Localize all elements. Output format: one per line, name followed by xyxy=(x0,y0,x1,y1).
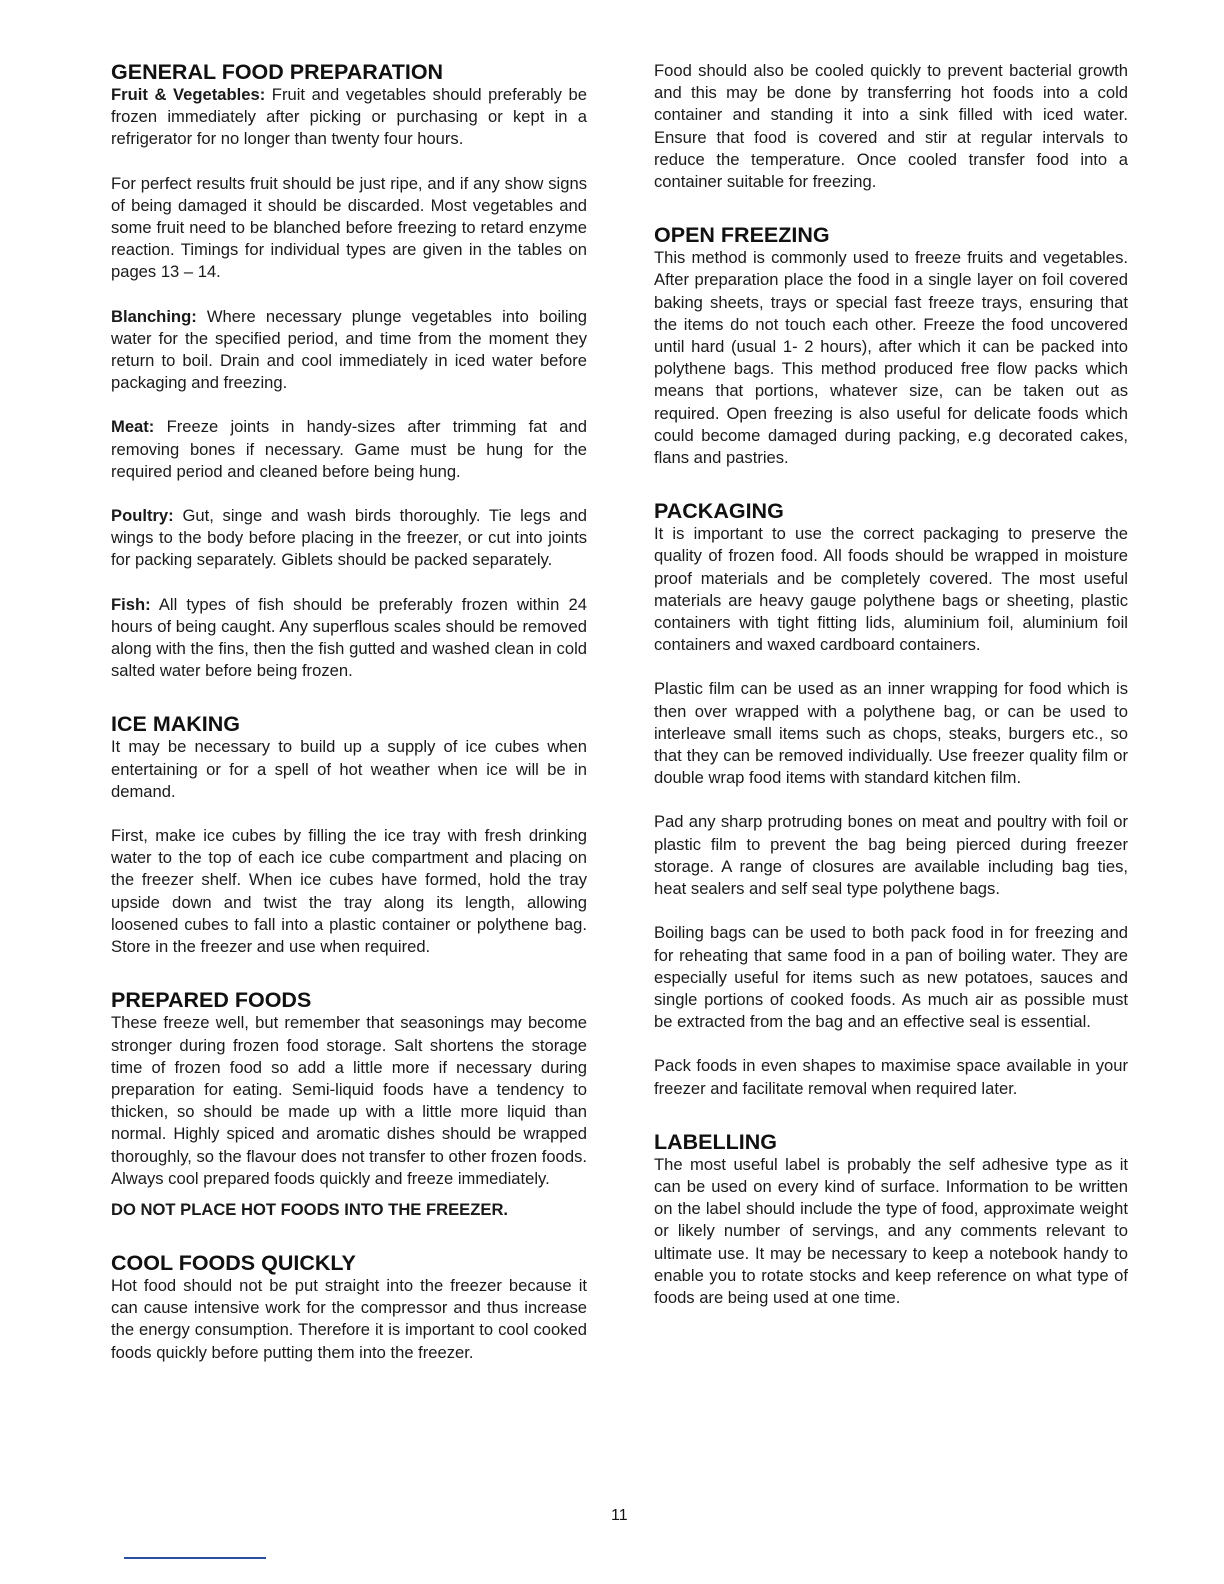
heading-packaging: PACKAGING xyxy=(654,499,784,524)
left-column xyxy=(111,60,587,1364)
right-column xyxy=(654,60,1128,1309)
heading-general-food-preparation: GENERAL FOOD PREPARATION xyxy=(111,60,444,84)
heading-labelling: LABELLING xyxy=(654,1129,778,1154)
paragraph-open-freezing: This method is commonly used to freeze fruits and vegetables. After preparation place the food in a single layer on foil covered baking sheets, trays or special fast freeze trays, ensuring that the items do not touch each other. Freeze the food uncovered until hard (usual 1- 2 hours), after which it can be packed into polythene bags. This method produced free flow packs which means that portions, whatever size, can be taken out as required. Open freezing is also useful for delicate foods which could become damaged during packing, e.g decorated cakes, flans and pastries. xyxy=(654,248,1128,468)
heading-cool-foods-quickly: COOL FOODS QUICKLY xyxy=(111,1250,356,1275)
text-meat: Freeze joints in handy-sizes after trimming fat and removing bones if necessary. Game must be hung for the required period and cleaned before being hung. xyxy=(111,417,587,481)
paragraph-labelling: The most useful label is probably the self adhesive type as it can be used on every kind of surface. Information to be written on the label should include the type of food, approximate weight or likely number of servings, and any comments relevant to ultimate use. It may be necessary to keep a notebook handy to enable you to rotate stocks and keep reference on what type of foods are being used at one time. xyxy=(654,1154,1128,1307)
paragraph-ice-method: First, make ice cubes by filling the ice tray with fresh drinking water to the top of each ice cube compartment and placing on the freezer shelf. When ice cubes have formed, hold the tray upside down and twist the tray along its length, allowing loosened cubes to fall into a plastic container or polythene bag. Store in the freezer and use when required. xyxy=(111,826,587,957)
paragraph-boiling-bags: Boiling bags can be used to both pack food in for freezing and for reheating that same food in a pan of boiling water. They are especially useful for items such as new potatoes, sauces and single portions of cooked foods. As much air as possible must be extracted from the bag and an effective seal is essential. xyxy=(654,923,1128,1032)
paragraph-pack-shapes: Pack foods in even shapes to maximise space available in your freezer and facilitate removal when required later. xyxy=(654,1056,1128,1098)
heading-ice-making: ICE MAKING xyxy=(111,712,240,737)
warning-no-hot-foods: DO NOT PLACE HOT FOODS INTO THE FREEZER. xyxy=(111,1199,509,1219)
bottom-rule-divider xyxy=(124,1557,266,1559)
paragraph-blanching xyxy=(111,306,587,395)
paragraph-perfect-results: For perfect results fruit should be just ripe, and if any show signs of being damaged it should be discarded. Most vegetables and some fruit need to be blanched before freezing to retard enzyme reaction. Timings for individual types are given in the tables on pages 13 – 14. xyxy=(111,173,587,282)
label-blanching: Blanching: xyxy=(111,306,197,326)
paragraph-cool-foods-continued: Food should also be cooled quickly to prevent bacterial growth and this may be done by transferring hot foods into a cold container and standing it into a sink filled with iced water. Ensure that food is covered and stir at regular intervals to reduce the temperature. Once cooled transfer food into a container suitable for freezing. xyxy=(654,61,1128,192)
label-fish: Fish: xyxy=(111,594,151,614)
page-number: 11 xyxy=(611,1507,628,1524)
paragraph-cool-foods: Hot food should not be put straight into the freezer because it can cause intensive work for the compressor and thus increase the energy consumption. Therefore it is important to cool cooked foods quickly before putting them into the freezer. xyxy=(111,1275,587,1362)
text-fish: All types of fish should be preferably frozen within 24 hours of being caught. Any superflous scales should be removed along with the fins, then the fish gutted and washed clean in cold salted water before being frozen. xyxy=(111,594,587,681)
paragraph-poultry xyxy=(111,505,587,572)
paragraph-fish xyxy=(111,594,587,683)
paragraph-pad-bones: Pad any sharp protruding bones on meat and poultry with foil or plastic film to prevent the bag being pierced during freezer storage. A range of closures are available including bag ties, heat sealers and self seal type polythene bags. xyxy=(654,812,1128,899)
paragraph-fruit-vegetables xyxy=(111,84,587,151)
paragraph-meat xyxy=(111,416,587,483)
label-fruit-vegetables: Fruit & Vegetables: xyxy=(111,85,266,104)
paragraph-prepared-foods: These freeze well, but remember that seasonings may become stronger during frozen food storage. Salt shortens the storage time of frozen food so add a little more if necessary during preparation for eating. Semi-liquid foods have a tendency to thicken, so should be made up with a little more liquid than normal. Highly spiced and aromatic dishes should be wrapped thoroughly, so the flavour does not transfer to other frozen foods. Always cool prepared foods quickly and freeze immediately. xyxy=(111,1013,587,1188)
text-fruit-vegetables: Fruit and vegetables should preferably be frozen immediately after picking or purchasing or kept in a refrigerator for no longer than twenty four hours. xyxy=(111,85,587,149)
paragraph-plastic-film: Plastic film can be used as an inner wrapping for food which is then over wrapped with a polythene bag, or can be used to interleave small items such as chops, steaks, burgers etc., so that they can be removed individually. Use freezer quality film or double wrap food items with standard kitchen film. xyxy=(654,679,1128,788)
label-poultry: Poultry: xyxy=(111,506,174,526)
heading-open-freezing: OPEN FREEZING xyxy=(654,223,830,248)
paragraph-ice-supply: It may be necessary to build up a supply of ice cubes when entertaining or for a spell of hot weather when ice will be in demand. xyxy=(111,737,587,801)
text-blanching: Where necessary plunge vegetables into boiling water for the specified period, and time from the moment they return to boil. Drain and cool immediately in iced water before packaging and freezing. xyxy=(111,306,587,393)
label-meat: Meat: xyxy=(111,417,155,437)
paragraph-packaging-materials: It is important to use the correct packaging to preserve the quality of frozen food. All foods should be wrapped in moisture proof materials and be completely covered. The most useful materials are heavy gauge polythene bags or sheeting, plastic containers with tight fitting lids, aluminium foil, aluminium foil containers and waxed cardboard containers. xyxy=(654,524,1128,655)
heading-prepared-foods: PREPARED FOODS xyxy=(111,988,312,1013)
text-poultry: Gut, singe and wash birds thoroughly. Tie legs and wings to the body before placing in the freezer, or cut into joints for packing separately. Giblets should be packed separately. xyxy=(111,506,587,570)
